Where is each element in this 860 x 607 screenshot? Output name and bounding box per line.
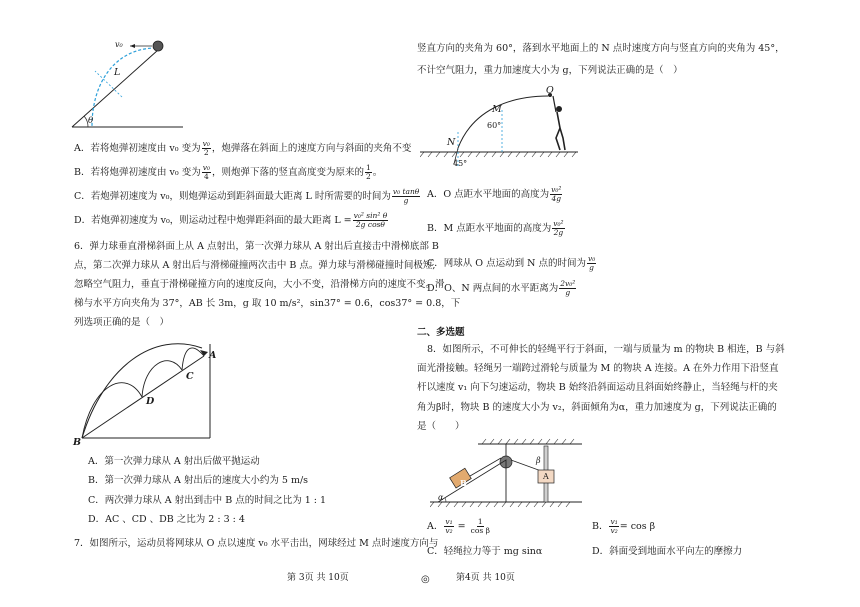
- q6-option-a: A．第一次弹力球从 A 射出后做平抛运动: [88, 456, 260, 467]
- label-B: B: [73, 437, 82, 448]
- label-alpha: α: [438, 493, 444, 502]
- q8-line-5: 是（ ）: [417, 421, 465, 432]
- label-theta: θ: [88, 116, 94, 126]
- label-N: N: [447, 137, 456, 148]
- q8-line-4: 角为β时，物块 B 的速度大小为 v₂，斜面倾角为α，重力加速度为 g，下列说法正确的: [417, 402, 777, 413]
- q5-option-a: A．若将炮弹初速度由 v₀ 变为 $\frac{\text{v₀}}{2}$ ，炮弹落在斜面上的速度方向与斜面的夹角不变: [74, 139, 412, 157]
- label-L: L: [114, 67, 121, 78]
- label-D: D: [146, 396, 155, 407]
- figure-tennis-trajectory: [420, 82, 585, 172]
- label-O: O: [546, 85, 554, 96]
- q6-line-5: 列选项正确的是（ ）: [74, 317, 170, 328]
- q8-line-3: 杆以速度 v₁ 向下匀速运动，物块 B 始终沿斜面运动且斜面始终静止，当轻绳与杆的夹: [417, 382, 778, 393]
- center-binding-mark: ◎: [421, 574, 430, 585]
- q6-option-c: C．两次弹力球从 A 射出到击中 B 点的时间之比为 1 : 1: [88, 495, 327, 506]
- q5-option-d: D．若炮弹初速度为 v₀，则运动过程中炮弹距斜面的最大距离 L = $\frac{\text{v₀² sin² θ}}{\text{2g cosθ}}$: [74, 211, 388, 229]
- section-multiple-choice: 二、多选题: [417, 327, 465, 338]
- q7-option-a: A．O 点距水平地面的高度为 $\frac{\text{v₀²}}{4g}$: [427, 185, 562, 203]
- q7-option-b: B．M 点距水平地面的高度为 $\frac{\text{v₀²}}{2g}$: [427, 219, 564, 237]
- q7-option-c: C．网球从 O 点运动到 N 点的时间为 $\frac{\text{v₀}}{g}$: [427, 254, 596, 272]
- footer-page-4: 第4页 共 10页: [456, 573, 515, 583]
- footer-page-3: 第 3页 共 10页: [287, 573, 349, 583]
- label-M: M: [492, 104, 502, 115]
- figure-pulley-incline: [430, 436, 582, 514]
- label-block-A: A: [543, 472, 549, 481]
- figure-bouncing-ball-slide: [74, 336, 224, 448]
- label-block-B: B: [460, 478, 467, 488]
- q8-option-a: A． $\frac{\text{v₁}}{\text{v₂}}$ = $\frac{1}{\text{cos β}}$: [427, 517, 490, 535]
- q6-option-b: B．第一次弹力球从 A 射出后的速度大小约为 5 m/s: [88, 475, 309, 486]
- label-beta: β: [536, 456, 541, 465]
- q8-option-b: B． $\frac{\text{v₁}}{\text{v₂}}$ = cos β: [592, 517, 656, 535]
- label-45deg: 45°: [453, 159, 468, 168]
- label-60deg: 60°: [487, 121, 502, 130]
- q7-option-d: D．O、N 两点间的水平距离为 $\frac{\text{2v₀²}}{g}$: [427, 279, 576, 297]
- q8-option-d: D．斜面受到地面水平向左的摩擦力: [592, 546, 743, 557]
- q7-line-2: 竖直方向的夹角为 60°，落到水平地面上的 N 点时速度方向与竖直方向的夹角为 45°，: [417, 43, 785, 54]
- q6-line-3: 忽略空气阻力，垂直于滑梯碰撞方向的速度反向，大小不变，沿滑梯方向的速度不变。滑: [74, 279, 445, 290]
- label-C: C: [186, 371, 194, 382]
- q6-line-1: 6．弹力球垂直滑梯斜面上从 A 点射出，第一次弹力球从 A 射出后直接击中滑梯底部 B: [74, 241, 439, 252]
- q8-line-1: 8．如图所示，不可伸长的轻绳平行于斜面，一端与质量为 m 的物块 B 相连，B 与斜: [427, 344, 785, 355]
- q5-option-c: C．若炮弹初速度为 v₀，则炮弹运动到距斜面最大距离 L 时所需要的时间为 $\frac{\text{v₀ tanθ}}{g}$: [74, 187, 420, 205]
- q8-option-c: C．轻绳拉力等于 mg sinα: [427, 546, 543, 557]
- q8-line-2: 面光滑接触。轻绳另一端跨过滑轮与质量为 M 的物块 A 连接。A 在外力作用下沿竖直: [417, 363, 779, 374]
- label-v0: v₀: [115, 40, 123, 49]
- q7-line-3: 不计空气阻力，重力加速度大小为 g，下列说法正确的是（ ）: [417, 65, 683, 76]
- q6-line-4: 梯与水平方向夹角为 37°，AB 长 3m，g 取 10 m/s²，sin37° = 0.6，cos37° = 0.8，下: [74, 298, 461, 309]
- q7-line-1: 7．如图所示，运动员将网球从 O 点以速度 v₀ 水平击出，网球经过 M 点时速度方向与: [74, 538, 439, 549]
- label-A: A: [209, 350, 217, 361]
- q6-option-d: D．AC 、CD 、DB 之比为 2 : 3 : 4: [88, 514, 245, 525]
- q5-option-b: B．若将炮弹初速度由 v₀ 变为 $\frac{\text{v₀}}{4}$ ，则炮弹下落的竖直高度变为原来的 $\frac{1}{2}$ 。: [74, 163, 383, 181]
- q6-line-2: 点，第二次弹力球从 A 射出后与滑梯碰撞两次击中 B 点。弹力球与滑梯碰撞时间极短,: [74, 260, 436, 271]
